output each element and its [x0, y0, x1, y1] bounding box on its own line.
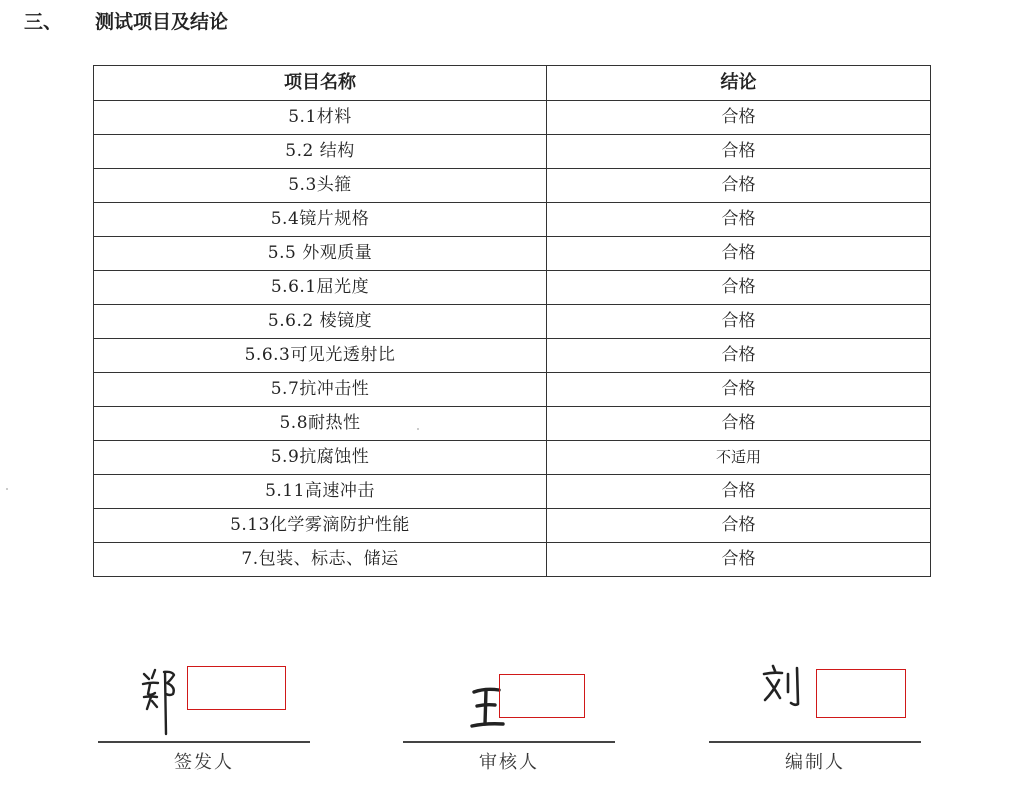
item-cell: 5.6.2 棱镜度 [94, 305, 547, 339]
result-cell: 合格 [547, 237, 931, 271]
item-cell: 5.6.3可见光透射比 [94, 339, 547, 373]
table-row [94, 135, 931, 169]
result-cell: 合格 [547, 543, 931, 577]
result-cell: 合格 [547, 203, 931, 237]
reviewer-signature-block [403, 650, 615, 780]
result-cell: 合格 [547, 509, 931, 543]
signature-line [98, 741, 310, 743]
table-row [94, 407, 931, 441]
result-cell: 合格 [547, 339, 931, 373]
table-row [94, 305, 931, 339]
table-row [94, 271, 931, 305]
editor-signature-block [709, 650, 921, 780]
table-row [94, 373, 931, 407]
scan-speck [417, 428, 419, 430]
editor-handwritten-signature [761, 664, 803, 710]
scan-speck [6, 488, 8, 490]
redaction-box [816, 669, 906, 718]
item-cell: 5.7抗冲击性 [94, 373, 547, 407]
section-title: 测试项目及结论 [95, 11, 229, 33]
section-number: 三、 [24, 11, 63, 33]
result-cell: 合格 [547, 407, 931, 441]
signature-line [709, 741, 921, 743]
signature-line [403, 741, 615, 743]
table-row [94, 203, 931, 237]
table-row [94, 101, 931, 135]
table-header-row [94, 66, 931, 101]
result-cell: 不适用 [547, 441, 931, 475]
issuer-handwritten-signature [140, 664, 184, 736]
item-cell: 5.6.1屈光度 [94, 271, 547, 305]
item-cell: 5.3头箍 [94, 169, 547, 203]
table-row [94, 237, 931, 271]
result-cell: 合格 [547, 373, 931, 407]
item-cell: 5.8耐热性 [94, 407, 547, 441]
table-row [94, 169, 931, 203]
result-cell: 合格 [547, 101, 931, 135]
item-cell: 5.4镜片规格 [94, 203, 547, 237]
redaction-box [499, 674, 585, 718]
result-cell: 合格 [547, 305, 931, 339]
result-cell: 合格 [547, 135, 931, 169]
item-cell: 5.1材料 [94, 101, 547, 135]
results-table [93, 65, 931, 577]
redaction-box [187, 666, 286, 710]
result-cell: 合格 [547, 475, 931, 509]
table-row [94, 543, 931, 577]
header-conclusion: 结论 [547, 66, 931, 101]
result-cell: 合格 [547, 271, 931, 305]
reviewer-label: 审核人 [479, 752, 539, 773]
table-row [94, 509, 931, 543]
item-cell: 5.2 结构 [94, 135, 547, 169]
table-row [94, 441, 931, 475]
issuer-label: 签发人 [174, 752, 234, 773]
item-cell: 7.包装、标志、储运 [94, 543, 547, 577]
item-cell: 5.13化学雾滴防护性能 [94, 509, 547, 543]
issuer-signature-block [98, 650, 310, 780]
result-cell: 合格 [547, 169, 931, 203]
table-row [94, 475, 931, 509]
table-row [94, 339, 931, 373]
item-cell: 5.9抗腐蚀性 [94, 441, 547, 475]
item-cell: 5.11高速冲击 [94, 475, 547, 509]
item-cell: 5.5 外观质量 [94, 237, 547, 271]
editor-label: 编制人 [785, 752, 845, 773]
header-item-name: 项目名称 [94, 66, 547, 101]
